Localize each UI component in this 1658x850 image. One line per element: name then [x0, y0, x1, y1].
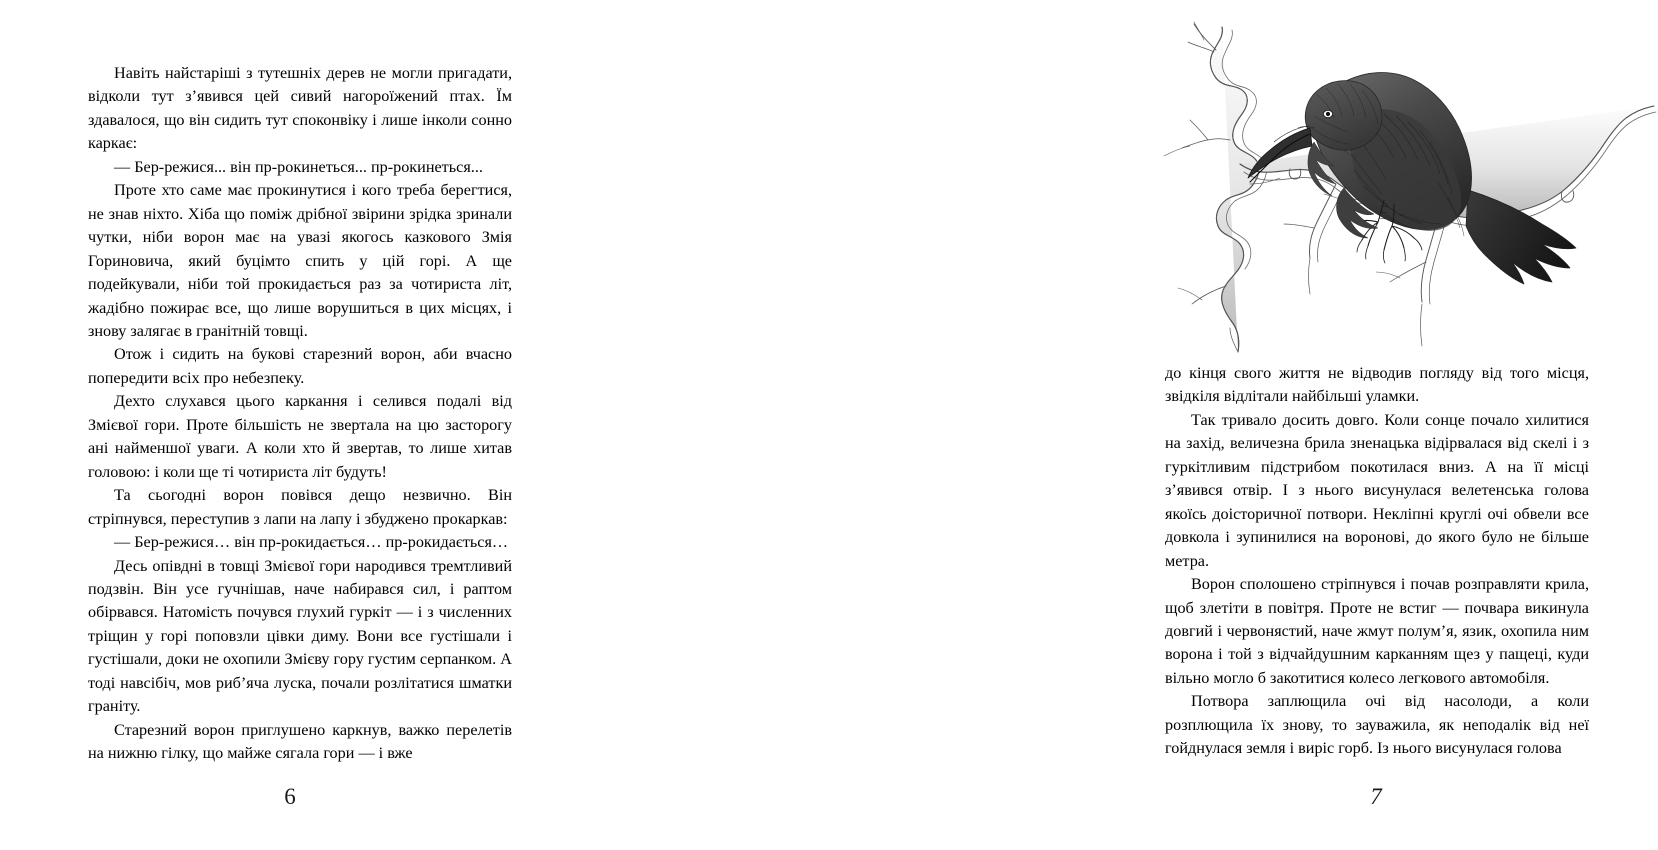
paragraph: Та сьогодні ворон повівся дещо незвично. Він стріпнувся, переступив з лапи на лапу і збуджено прокаркав:	[88, 486, 512, 528]
paragraph: Проте хто саме має прокинутися і кого треба берегтися, не знав ніхто. Хіба що поміж дрібної звірини зрідка зринали чутки, ніби ворон має на увазі якогось казкового Змія Гориновича, який буцімто спить у цій горі. А ще подейкували, ніби той прокидається раз за чотириста літ, жадібно пожирає все, що лише ворушиться в цих місцях, і знову залягає в гранітній товщі.	[88, 181, 512, 340]
paragraph: Навіть найстаріші з тутешніх дерев не могли пригадати, відколи тут з’явився цей сивий нагороїжений птах. Їм здавалося, що він сидить тут споконвіку і лише інколи сонно каркає:	[88, 64, 512, 153]
paragraph: Десь опівдні в товщі Змієвої гори народився тремтливий подзвін. Він усе гучнішав, наче набирався сил, і раптом обірвався. Натомість почувся глухий гуркіт — і з численних тріщин у горі поповзли цівки диму. Вони все густішали і густішали, доки не охопили Змієву гору густим серпанком. А тоді навсібіч, мов риб’яча луска, почали розлітатися шматки граніту.	[88, 556, 512, 716]
paragraph: Ворон сполошено стріпнувся і почав розправляти крила, щоб злетіти в повітря. Проте не встиг — почвара викинула довгий і червонястий, наче жмут полум’я, язик, охопила ним ворона і той з відчайдушним карканням щез у пащеці, куди вільно могло б закотитися колесо легкового автомобіля.	[1165, 575, 1589, 687]
paragraph: Отож і сидить на букові старезний ворон, аби вчасно попередити всіх про небезпеку.	[88, 345, 512, 387]
paragraph-dialogue: — Бер-режися... він пр-рокинеться... пр-рокинеться...	[114, 157, 483, 176]
paragraph: Дехто слухався цього каркання і селився подалі від Змієвої гори. Проте більшість не звертала на цю засторогу ані найменшої уваги. А коли хто й звертав, то лише хитав головою: і коли ще ті чотириста літ будуть!	[88, 392, 512, 481]
raven-on-branch-illustration	[1138, 22, 1658, 357]
raven-pupil	[1326, 112, 1330, 116]
page-number-left: 6	[284, 784, 296, 809]
right-page	[553, 0, 1589, 850]
paragraph-continued: до кінця свого життя не відводив погляду від того місця, звідкіля відлітали найбільші уламки.	[1165, 364, 1589, 406]
left-page-body-text	[88, 62, 512, 766]
page-number-right: 7	[1370, 784, 1382, 809]
raven-head	[1305, 81, 1382, 151]
right-page-body-text	[1165, 362, 1589, 761]
paragraph: Потвора заплющила очі від насолоди, а коли розплющила їх знову, то зауважила, як неподалік від неї гойднулася земля і виріс горб. Із нього висунулася голова	[1165, 692, 1589, 758]
paragraph-dialogue: — Бер-режися… він пр-рокидається… пр-рокидається…	[114, 533, 509, 552]
left-page	[0, 0, 552, 850]
paragraph: Так тривало досить довго. Коли сонце почало хилитися на захід, величезна брила зненацька відірвалася від скелі і з гуркітливим підстрибом покотилася вниз. А на її місці з’явився отвір. І з нього висунулася велетенська голова якоїсь доісторичної потвори. Некліпні круглі очі обвели все довкола і зупинилися на воронові, до якого було не більше метра.	[1165, 410, 1589, 570]
paragraph: Старезний ворон приглушено каркнув, важко перелетів на нижню гілку, що майже сягала гори — і вже	[88, 720, 512, 763]
